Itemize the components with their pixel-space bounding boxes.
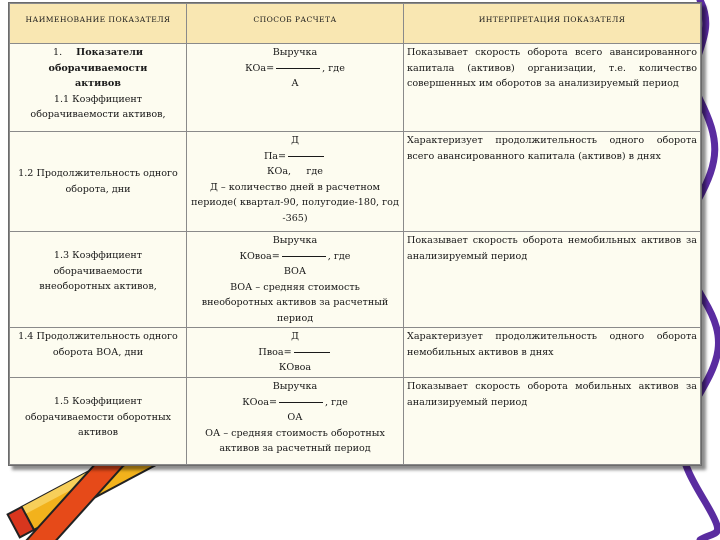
formula-numerator: Выручка xyxy=(272,381,318,392)
row-name xyxy=(10,132,187,232)
row-title: Показатели xyxy=(76,47,144,58)
row-title-l2: оборачиваемости xyxy=(53,265,143,277)
table-header-row xyxy=(10,4,701,44)
row-title-l2: оборачиваемости xyxy=(48,62,148,74)
formula-note-l2: периоде( квартал-90, полугодие-180, год xyxy=(191,197,399,208)
row-calc xyxy=(187,132,404,232)
row-interp: Показывает скорость оборота немобильных активов за анализируемый период xyxy=(404,232,701,328)
row-title: 1.3 Коэффициент xyxy=(53,250,143,261)
row-interp: Показывает скорость оборота мобильных активов за анализируемый период xyxy=(404,378,701,465)
formula-denominator: КОвоа xyxy=(278,362,312,373)
row-calc xyxy=(187,378,404,465)
formula-right: , где xyxy=(322,62,345,74)
row-title-l3: активов xyxy=(75,78,121,89)
row-title-l3: активов xyxy=(78,427,118,438)
formula-note: Д – количество дней в расчетном xyxy=(210,181,380,193)
row-interp: Характеризует продолжительность одного оборота немобильных активов в днях xyxy=(404,328,701,378)
row-title: 1.5 Коэффициент xyxy=(53,396,143,407)
row-title-l2: оборачиваемости оборотных xyxy=(24,411,172,423)
table-row xyxy=(10,232,701,328)
formula-note-l3: период xyxy=(276,312,314,324)
table-row xyxy=(10,328,701,378)
table-row xyxy=(10,378,701,465)
formula-denominator: ВОА xyxy=(283,266,307,277)
formula-right: , где xyxy=(325,396,348,408)
formula-denominator: А xyxy=(291,78,299,89)
row-interp: Показывает скорость оборота всего авансированного капитала (активов) организации, т.е. количество совершенных им оборотов за анализируемый период xyxy=(404,44,701,132)
formula-left: Пвоа= xyxy=(258,346,292,358)
formula-left: Па= xyxy=(263,150,287,162)
formula-denominator: ОА xyxy=(287,412,303,423)
formula-numerator: Д xyxy=(291,331,299,342)
row-calc xyxy=(187,328,404,378)
formula-where: где xyxy=(306,166,323,177)
row-name xyxy=(10,232,187,328)
formula-left: КОвоа= xyxy=(239,250,280,262)
formula-right: , где xyxy=(327,250,351,262)
formula-numerator: Выручка xyxy=(272,47,318,58)
row-title: 1.2 Продолжительность одного xyxy=(18,168,178,179)
row-interp: Характеризует продолжительность одного оборота всего авансированного капитала (активов) в днях xyxy=(404,132,701,232)
formula-left: КОа= xyxy=(245,62,275,74)
table-row xyxy=(10,132,701,232)
formula-note-l3: -365) xyxy=(282,212,308,224)
formula-left: КОоа= xyxy=(242,396,278,408)
row-subtitle: 1.1 Коэффициент xyxy=(53,93,143,105)
row-number: 1. xyxy=(52,47,63,58)
row-title-l2: оборота, дни xyxy=(65,183,131,195)
row-calc xyxy=(187,232,404,328)
formula-numerator: Выручка xyxy=(272,235,318,246)
formula-note-l2: активов за расчетный период xyxy=(219,443,371,454)
header-calc: СПОСОБ РАСЧЕТА xyxy=(187,4,404,44)
table-row xyxy=(10,44,701,132)
row-name xyxy=(10,328,187,378)
formula-numerator: Д xyxy=(291,135,299,146)
formula-note-l2: внеоборотных активов за расчетный xyxy=(201,297,389,308)
indicators-table xyxy=(8,2,702,466)
row-title-l3: внеоборотных активов, xyxy=(39,281,157,292)
row-subtitle-l2: оборачиваемости активов, xyxy=(30,109,166,120)
row-name xyxy=(10,44,187,132)
header-interp: ИНТЕРПРЕТАЦИЯ ПОКАЗАТЕЛЯ xyxy=(404,4,701,44)
row-title-l2: оборота ВОА, дни xyxy=(52,346,144,358)
formula-denominator: КОа, xyxy=(267,166,292,177)
row-calc xyxy=(187,44,404,132)
formula-note: ОА – средняя стоимость оборотных xyxy=(205,427,385,439)
row-name xyxy=(10,378,187,465)
formula-note: ВОА – средняя стоимость xyxy=(230,281,360,293)
row-title: 1.4 Продолжительность одного xyxy=(18,331,178,342)
header-name: НАИМЕНОВАНИЕ ПОКАЗАТЕЛЯ xyxy=(10,4,187,44)
